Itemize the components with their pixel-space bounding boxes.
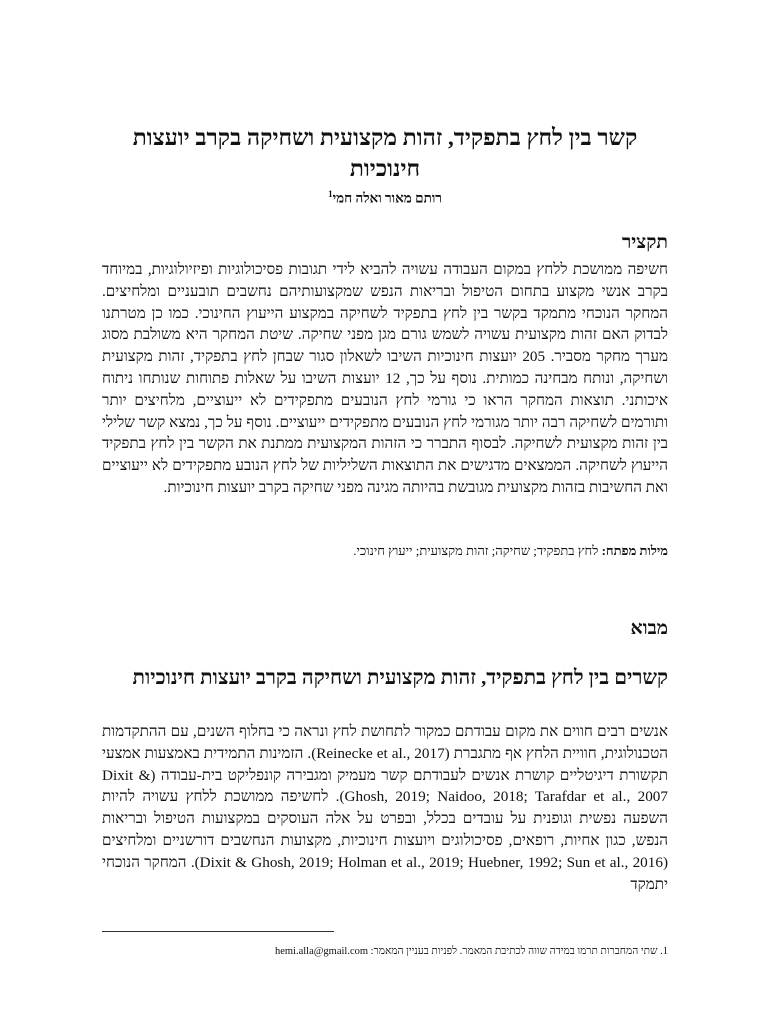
footnote-divider	[102, 931, 334, 932]
abstract-heading: תקציר	[621, 232, 668, 253]
footnote: 1. שתי המחברות תרמו במידה שווה לכתיבת המאמר. לפניות בעניין המאמר: hemi.alla@gmail.com	[274, 946, 668, 957]
keywords-line	[102, 542, 668, 560]
keywords-label: מילות מפתח:	[601, 543, 668, 558]
paper-page	[102, 0, 668, 1024]
abstract-text: חשיפה ממושכת ללחץ במקום העבודה עשויה להביא לידי תגובות פסיכולוגיות ופיזיולוגיות, במיוחד בקרב אנשי מקצוע בתחום הטיפול ובריאות הנפש שמקצועותיהם נחשבים תובעניים ומלחיצים. המחקר הנוכחי מתמקד בקשר בין לחץ בתפקיד לשחיקה במקצוע הייעוץ החינוכי. כמו כן מטרתנו לבדוק האם זהות מקצועית עשויה לשמש גורם מגן מפני שחיקה. שיטת המחקר היא משולבת מסוג מערך מחקר מסביר. 205 יועצות חינוכיות השיבו לשאלון סגור שבחן לחץ בתפקיד, זהות מקצועית ושחיקה, ונותח מבחינה כמותית. נוסף על כך, 12 יועצות השיבו על שאלות פתוחות שנותחו ניתוח איכותני. תוצאות המחקר הראו כי גורמי לחץ הנובעים מתפקידים לא ייעוציים, מלחיצים יותר ותורמים לשחיקה רבה יותר מגורמי לחץ הנובעים מתפקידים ייעוציים. נוסף על כך, נמצא קשר שלילי בין זהות מקצועית לשחיקה. לבסוף התברר כי הזהות המקצועית ממתנת את הקשר בין לחץ בתפקיד הייעוץ לשחיקה. הממצאים מדגישים את התוצאות השליליות של לחץ הנובע מתפקידים לא ייעוציים ואת החשיבות בזהות מקצועית מגובשת בהיותה מגינה מפני שחיקה בקרב יועצות חינוכיות.	[102, 261, 669, 496]
author-footnote-mark: 1	[328, 189, 333, 199]
body-paragraph: אנשים רבים חווים את מקום עבודתם כמקור לתחושת לחץ ונראה כי בחלוף השנים, עם ההתקדמות הטכנולוגית, חוויית הלחץ אף מתגברת (Reinecke et al., 2017). הזמינות התמידית באמצעות אמצעי תקשורת דיגיטליים קושרת אנשים לעבודתם קשר מעמיק ומגבירה קונפליקט בית-עבודה (Dixit & Ghosh, 2019; Naidoo, 2018; Tarafdar et al., 2007). לחשיפה ממושכת ללחץ עשויה להיות השפעה נפשית וגופנית על עובדים בכלל, ובפרט על אלה העוסקים במקצועות הטיפול ובריאות הנפש, כגון אחיות, רופאים, פסיכולוגים ויועצות חינוכיות, מקצועות הנחשבים דורשניים ומלחיצים (Dixit & Ghosh, 2019; Holman et al., 2019; Huebner, 1992; Sun et al., 2016). המחקר הנוכחי יתמקד	[102, 723, 669, 893]
paper-title: קשר בין לחץ בתפקיד, זהות מקצועית ושחיקה בקרב יועצות חינוכיות	[132, 125, 638, 181]
author-names: רותם מאור ואלה חמי	[332, 190, 442, 206]
keywords-text: לחץ בתפקיד; שחיקה; זהות מקצועית; ייעוץ חינוכי.	[353, 543, 599, 558]
section-heading: קשרים בין לחץ בתפקיד, זהות מקצועית ושחיקה בקרב יועצות חינוכיות	[132, 667, 668, 689]
author-line	[102, 184, 668, 209]
intro-heading: מבוא	[630, 618, 668, 639]
